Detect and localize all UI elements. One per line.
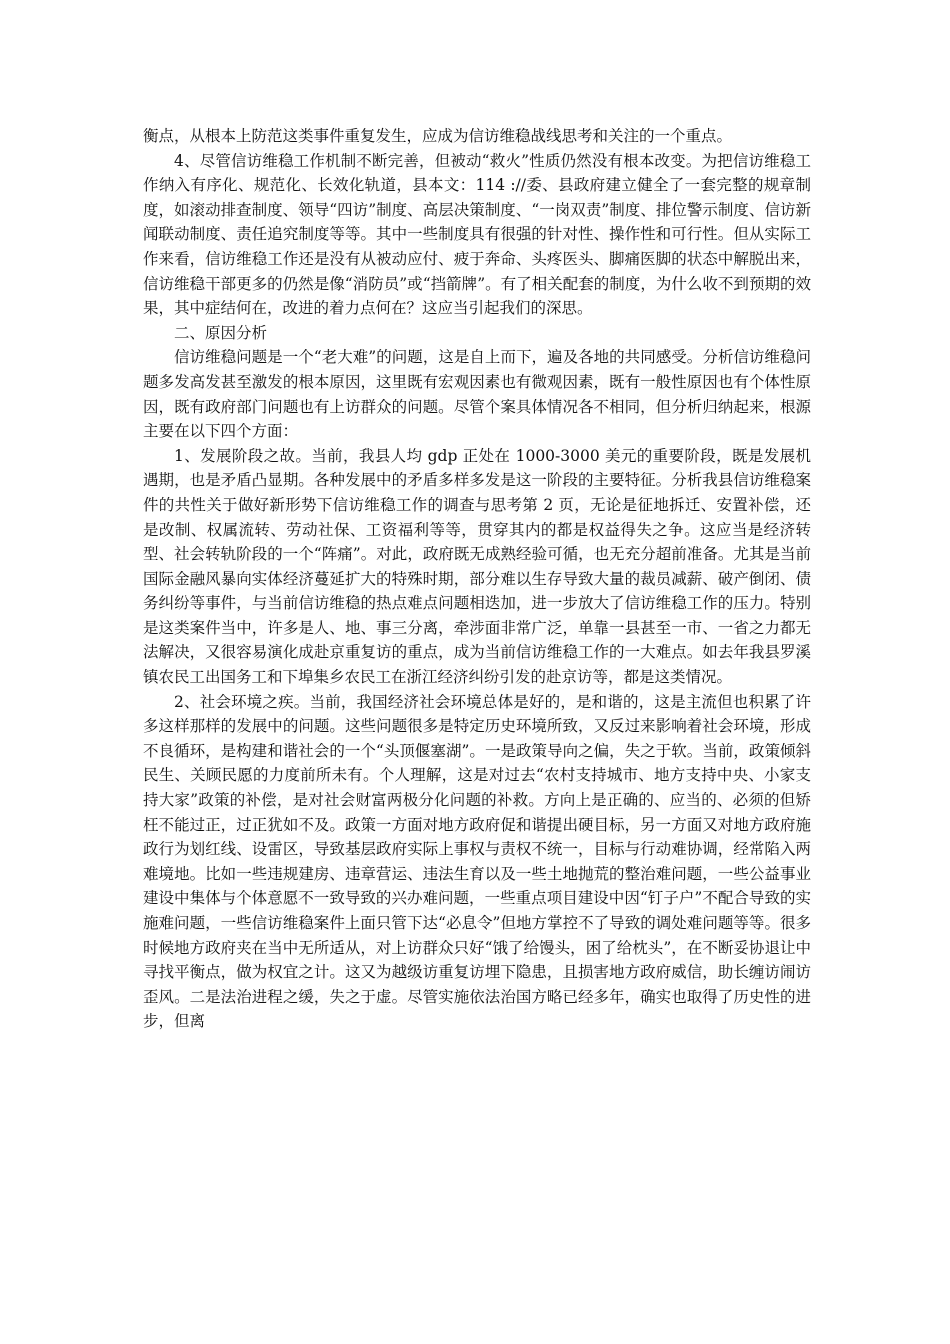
paragraph-point-4: 4、尽管信访维稳工作机制不断完善，但被动“救火”性质仍然没有根本改变。为把信访维稳工作纳入有序化、规范化、长效化轨道，县本文：114 ://委、县政府建立健全了一套完整的规章制度，如滚动排查制度、领导“四访”制度、高层决策制度、“一岗双责”制度、排位警示制度、信访新闻联动制度、责任追究制度等等。其中一些制度具有很强的针对性、操作性和可行性。但从实际工作来看，信访维稳工作还是没有从被动应付、疲于奔命、头疼医头、脚痛医脚的状态中解脱出来，信访维稳干部更多的仍然是像“消防员”或“挡箭牌”。有了相关配套的制度，为什么收不到预期的效果，其中症结何在，改进的着力点何在？这应当引起我们的深思。 [143, 151, 811, 318]
paragraph-intro-continuation: 衡点，从根本上防范这类事件重复发生，应成为信访维稳战线思考和关注的一个重点。 [143, 127, 733, 145]
section-heading-cause-analysis: 二、原因分析 [174, 323, 268, 342]
document-page [143, 124, 811, 1034]
paragraph-cause-overview: 信访维稳问题是一个“老大难”的问题，这是自上而下，遍及各地的共同感受。分析信访维稳问题多发高发甚至激发的根本原因，这里既有宏观因素也有微观因素，既有一般性原因也有个体性原因，既有政府部门问题也有上访群众的问题。尽管个案具体情况各不相同，但分析归纳起来，根源主要在以下四个方面： [143, 348, 811, 441]
paragraph-cause-2: 2、社会环境之疾。当前，我国经济社会环境总体是好的，是和谐的，这是主流但也积累了许多这样那样的发展中的问题。这些问题很多是特定历史环境所致，又反过来影响着社会环境，形成不良循环，是构建和谐社会的一个“头顶偃塞湖”。一是政策导向之偏，失之于软。当前，政策倾斜民生、关顾民愿的力度前所未有。个人理解，这是对过去“农村支持城市、地方支持中央、小家支持大家”政策的补偿，是对社会财富两极分化问题的补救。方向上是正确的、应当的、必须的但矫枉不能过正，过正犹如不及。政策一方面对地方政府促和谐提出硬目标，另一方面又对地方政府施政行为划红线、设雷区，导致基层政府实际上事权与责权不统一，目标与行动难协调，经常陷入两难境地。比如一些违规建房、违章营运、违法生育以及一些土地抛荒的整治难问题，一些公益事业建设中集体与个体意愿不一致导致的兴办难问题，一些重点项目建设中因“钉子户”不配合导致的实施难问题，一些信访维稳案件上面只管下达“必息令”但地方掌控不了导致的调处难问题等等。很多时候地方政府夹在当中无所适从，对上访群众只好“饿了给馒头，困了给枕头”，在不断妥协退让中寻找平衡点，做为权宜之计。这又为越级访重复访埋下隐患，且损害地方政府威信，助长缠访闹访歪风。二是法治进程之缓，失之于虚。尽管实施依法治国方略已经多年，确实也取得了历史性的进步，但离 [143, 692, 811, 1031]
paragraph-cause-1: 1、发展阶段之故。当前，我县人均 gdp 正处在 1000-3000 美元的重要阶段，既是发展机遇期，也是矛盾凸显期。各种发展中的矛盾多样多发是这一阶段的主要特征。分析我县信访维稳案件的共性关于做好新形势下信访维稳工作的调查与思考第 2 页，无论是征地拆迁、安置补偿，还是改制、权属流转、劳动社保、工资福利等等，贯穿其内的都是权益得失之争。这应当是经济转型、社会转轨阶段的一个“阵痛”。对此，政府既无成熟经验可循，也无充分超前准备。尤其是当前国际金融风暴向实体经济蔓延扩大的特殊时期，部分难以生存导致大量的裁员减薪、破产倒闭、债务纠纷等事件，与当前信访维稳的热点难点问题相迭加，进一步放大了信访维稳工作的压力。特别是这类案件当中，许多是人、地、事三分离，牵涉面非常广泛，单靠一县甚至一市、一省之力都无法解决，又很容易演化成赴京重复访的重点，成为当前信访维稳工作的一大难点。如去年我县罗溪镇农民工出国务工和下埠集乡农民工在浙江经济纠纷引发的赴京访等，都是这类情况。 [143, 446, 811, 687]
